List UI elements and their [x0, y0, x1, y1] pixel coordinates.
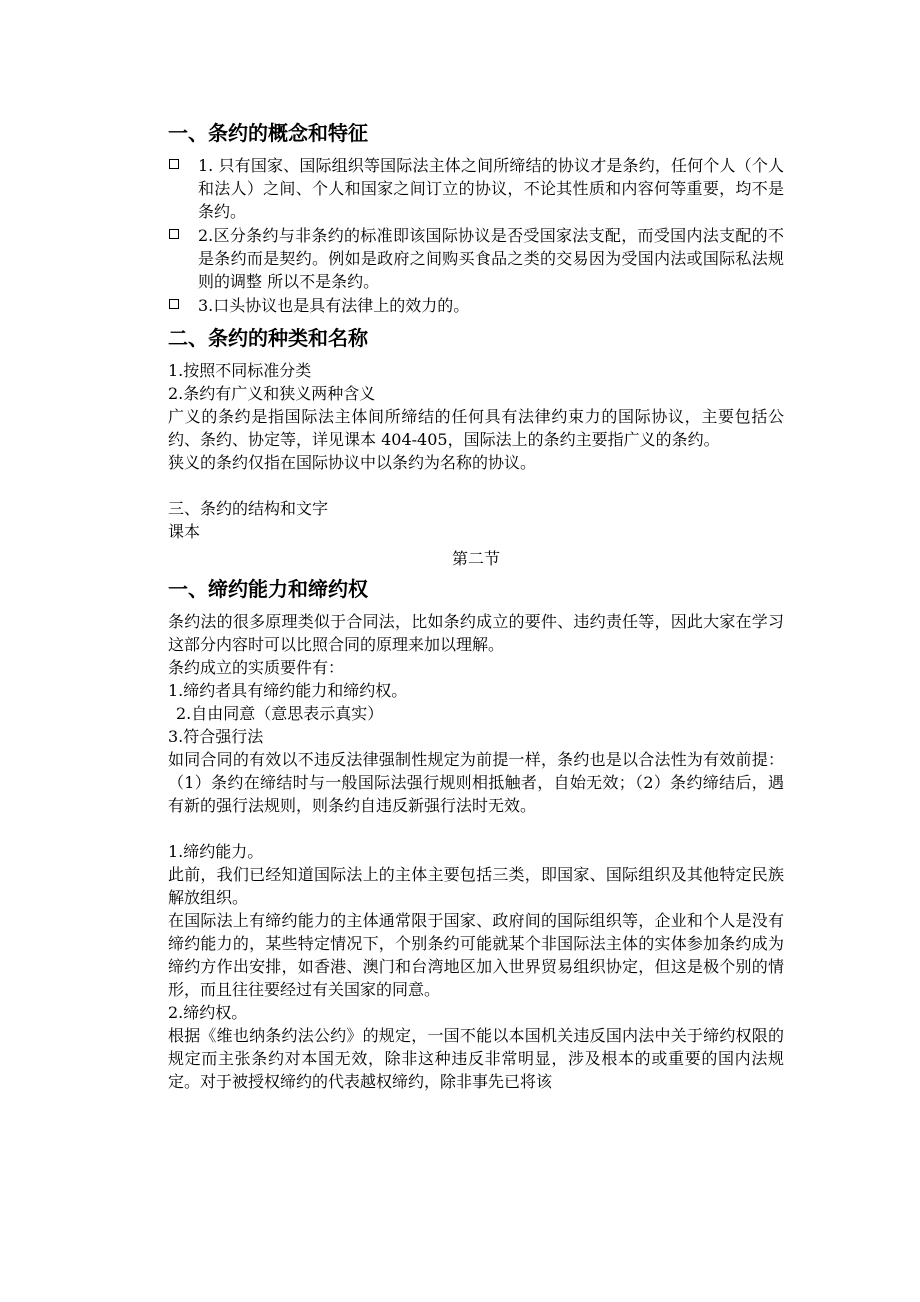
- paragraph: 此前，我们已经知道国际法上的主体主要包括三类，即国家、国际组织及其他特定民族解放组织。: [168, 865, 784, 907]
- list-item: [168, 294, 784, 317]
- paragraph: 1.缔约者具有缔约能力和缔约权。: [168, 681, 408, 700]
- list-item: [168, 224, 784, 293]
- paragraph: 根据《维也纳条约法公约》的规定，一国不能以本国机关违反国内法中关于缔约权限的规定而主张条约对本国无效，除非这种违反非常明显，涉及根本的或重要的国内法规定。对于被授权缔约的代表越权缔约，除非事先已将该: [168, 1026, 784, 1091]
- checkbox-square-icon: [169, 299, 179, 309]
- section3-heading: 三、条约的结构和文字: [168, 499, 329, 518]
- section3-note: 课本: [168, 522, 201, 541]
- paragraph: 2.缔约权。: [168, 1003, 248, 1022]
- bullet-text: 3.口头协议也是具有法律上的效力的。: [198, 296, 470, 315]
- document-page: [168, 118, 784, 1093]
- paragraph: 1.缔约能力。: [168, 842, 264, 861]
- paragraph: 2.自由同意（意思表示真实）: [176, 704, 384, 723]
- checkbox-square-icon: [169, 229, 179, 239]
- section4-heading: 一、缔约能力和缔约权: [168, 577, 368, 601]
- paragraph: 在国际法上有缔约能力的主体通常限于国家、政府间的国际组织等，企业和个人是没有缔约能力的，某些特定情况下，个别条约可能就某个非国际法主体的实体参加条约成为缔约方作出安排，如香港、澳门和台湾地区加入世界贸易组织协定，但这是极个别的情形，而且往往要经过有关国家的同意。: [168, 911, 784, 999]
- bullet-text: 2.区分条约与非条约的标准即该国际协议是否受国家法支配，而受国内法支配的不是条约而是契约。例如是政府之间购买食品之类的交易因为受国内法或国际私法规则的调整 所以不是条约。: [198, 226, 784, 291]
- bullet-text: 1. 只有国家、国际组织等国际法主体之间所缔结的协议才是条约，任何个人（个人和法人）之间、个人和国家之间订立的协议，不论其性质和内容何等重要，均不是条约。: [198, 156, 784, 221]
- paragraph: 如同合同的有效以不违反法律强制性规定为前提一样，条约也是以合法性为有效前提：（1）条约在缔结时与一般国际法强行规则相抵触者，自始无效；（2）条约缔结后，遇有新的强行法规则，则条约自违反新强行法时无效。: [168, 750, 784, 815]
- section2-heading: 二、条约的种类和名称: [168, 326, 368, 350]
- paragraph: 1.按照不同标准分类: [168, 361, 312, 380]
- paragraph: 条约法的很多原理类似于合同法，比如条约成立的要件、违约责任等，因此大家在学习这部分内容时可以比照合同的原理来加以理解。: [168, 612, 784, 654]
- spacer: [168, 817, 784, 840]
- paragraph: 3.符合强行法: [168, 727, 264, 746]
- spacer: [168, 474, 784, 497]
- paragraph: 狭义的条约仅指在国际协议中以条约为名称的协议。: [168, 453, 537, 472]
- section1-bullet-list: [168, 154, 784, 317]
- section1-heading: 一、条约的概念和特征: [168, 121, 368, 145]
- list-item: [168, 154, 784, 223]
- paragraph: 条约成立的实质要件有：: [168, 658, 345, 677]
- paragraph: 广义的条约是指国际法主体间所缔结的任何具有法律约束力的国际协议，主要包括公约、条约、协定等，详见课本 404-405，国际法上的条约主要指广义的条约。: [168, 407, 784, 449]
- paragraph: 2.条约有广义和狭义两种含义: [168, 384, 376, 403]
- part-title: 第二节: [451, 549, 500, 568]
- checkbox-square-icon: [169, 159, 179, 169]
